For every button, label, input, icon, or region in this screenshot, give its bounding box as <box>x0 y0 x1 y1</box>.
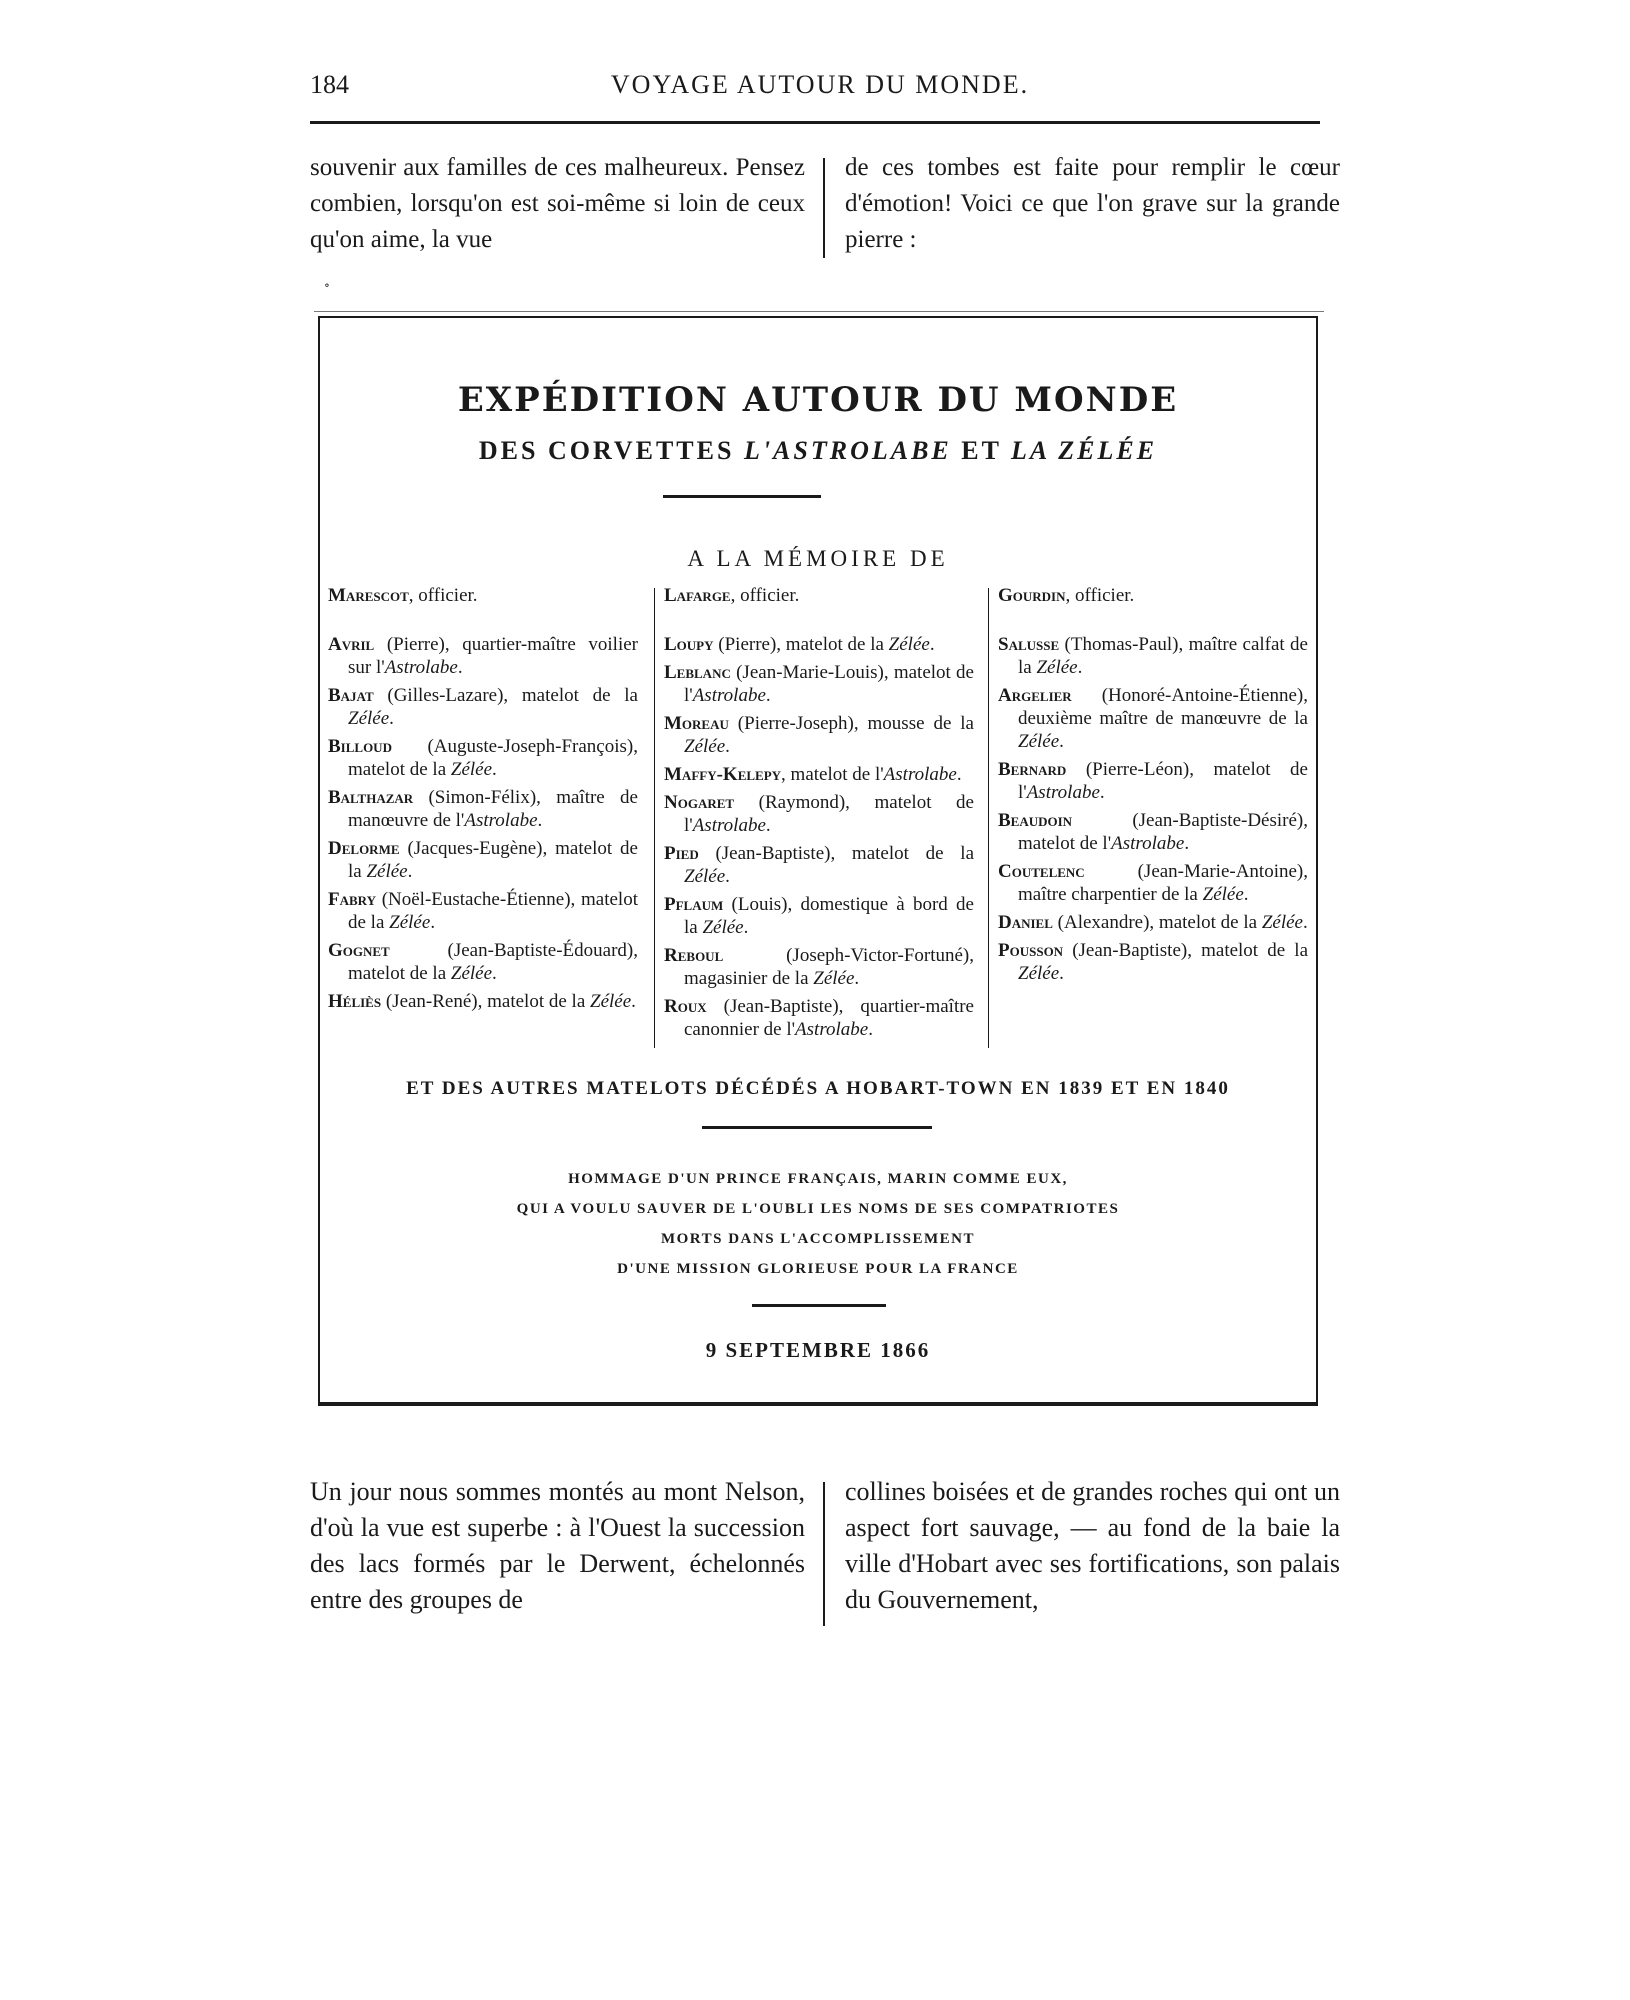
crew-surname: Argelier <box>998 685 1072 706</box>
plaque-rule-2 <box>702 1126 932 1129</box>
crew-details: (Jean-Marie-Antoine), maître charpentier de la <box>1018 861 1308 905</box>
subtitle-join: ET <box>961 436 1002 465</box>
plaque-rule-1 <box>663 495 821 498</box>
closing-left-column: Un jour nous sommes montés au mont Nelson, d'où la vue est superbe : à l'Ouest la succession des lacs formés par le Derwent, échelonnés entre des groupes de <box>310 1477 805 1614</box>
ship-name: Zélée <box>389 912 431 933</box>
crew-entry <box>664 995 974 1041</box>
crew-surname: Moreau <box>664 713 729 734</box>
crew-surname: Balthazar <box>328 787 414 808</box>
officer-entry <box>664 584 974 607</box>
crew-entry <box>328 990 638 1013</box>
crew-details: (Raymond), matelot de l' <box>684 792 974 836</box>
crew-entry <box>664 842 974 888</box>
ship-name: Zélée <box>450 963 493 984</box>
crew-entry <box>328 888 638 934</box>
entry-end: . <box>457 657 463 678</box>
officer-entry <box>328 584 638 607</box>
entry-end: . <box>868 1019 873 1040</box>
crew-surname: Nogaret <box>664 792 735 813</box>
entry-end: . <box>725 866 730 887</box>
ship-name: Astrolabe <box>795 1019 869 1040</box>
closing-right-column: collines boisées et de grandes roches qui ont un aspect fort sauvage, — au fond de la baie la ville d'Hobart avec ses fortifications, son palais du Gouvernement, <box>845 1477 1340 1614</box>
entry-end: . <box>929 634 935 655</box>
crew-details: (Jean-Baptiste-Désiré), matelot de l' <box>1018 810 1308 854</box>
ship-name: Zélée <box>702 917 744 938</box>
subtitle-prefix: DES CORVETTES <box>478 436 735 465</box>
crew-details: (Pierre-Léon), matelot de l' <box>1018 759 1308 803</box>
intro-text <box>310 150 1340 260</box>
entry-end: . <box>1099 782 1105 803</box>
ship-name: Zélée <box>1036 657 1078 678</box>
entry-end: . <box>725 736 730 757</box>
names-divider <box>988 588 989 1048</box>
crew-entry <box>664 944 974 990</box>
entry-end: . <box>765 815 771 836</box>
entry-end: . <box>1059 731 1064 752</box>
entry-end: . <box>956 764 962 785</box>
ship-name: Astrolabe <box>1026 782 1100 803</box>
crew-surname: Delorme <box>328 838 400 859</box>
hommage-line: MORTS DANS L'ACCOMPLISSEMENT <box>660 1231 975 1247</box>
crew-entry <box>998 684 1308 753</box>
crew-details: (Honoré-Antoine-Étienne), deuxième maître de manœuvre de la <box>1018 685 1308 729</box>
entry-end: . <box>1184 833 1190 854</box>
plaque-autres: ET DES AUTRES MATELOTS DÉCÉDÉS A HOBART-TOWN EN 1839 ET EN 1840 <box>406 1078 1230 1099</box>
ship-name: Zélée <box>888 634 930 655</box>
crew-surname: Héliès <box>328 991 382 1012</box>
entry-end: . <box>407 861 413 882</box>
plaque-hommage <box>320 1164 1316 1284</box>
hommage-line: HOMMAGE D'UN PRINCE FRANÇAIS, MARIN COMME EUX, <box>568 1171 1068 1187</box>
plaque-title: EXPÉDITION AUTOUR DU MONDE <box>457 380 1179 420</box>
ship-name: Astrolabe <box>692 815 766 836</box>
officer-role: , officier. <box>730 585 800 606</box>
crew-details: (Pierre-Joseph), mousse de la <box>728 713 974 734</box>
ship-name: Zélée <box>1018 963 1060 984</box>
crew-surname: Bernard <box>998 759 1067 780</box>
crew-entry <box>664 763 974 786</box>
entry-end: . <box>1059 963 1064 984</box>
names-column-1 <box>328 584 638 1018</box>
entry-end: . <box>1077 657 1083 678</box>
crew-details: (Simon-Félix), maître de manœuvre de l' <box>348 787 638 831</box>
stray-mark: ∘ <box>324 278 330 292</box>
intro-right-column: de ces tombes est faite pour remplir le cœur d'émotion! Voici ce que l'on grave sur la grande pierre : <box>845 154 1340 253</box>
crew-details: (Jean-René), matelot de la <box>381 991 591 1012</box>
crew-details: (Jean-Marie-Louis), matelot de l' <box>684 662 974 706</box>
ship-name: Zélée <box>1202 884 1244 905</box>
officer-surname: Marescot <box>328 585 409 606</box>
names-column-3 <box>998 584 1308 990</box>
ship-name: Zélée <box>684 866 726 887</box>
officer-role: , officier. <box>1065 585 1135 606</box>
plaque-outer-rule <box>314 311 1324 312</box>
crew-surname: Maffy-Kelepy <box>664 764 782 785</box>
running-title: VOYAGE AUTOUR DU MONDE. <box>610 70 1030 99</box>
ship-name: Zélée <box>1261 912 1303 933</box>
crew-entry <box>328 837 638 883</box>
crew-surname: Leblanc <box>664 662 731 683</box>
memorial-plaque <box>318 316 1318 1406</box>
officer-role: , officier. <box>408 585 478 606</box>
names-column-2 <box>664 584 974 1046</box>
ship-name: Astrolabe <box>384 657 458 678</box>
running-head <box>310 70 1330 110</box>
page-number: 184 <box>310 70 349 99</box>
crew-surname: Avril <box>328 634 375 655</box>
crew-details: (Jean-Baptiste), quartier-maître canonnier de l' <box>684 996 974 1040</box>
officer-entry <box>998 584 1308 607</box>
ship-name: Zélée <box>813 968 855 989</box>
hommage-line: QUI A VOULU SAUVER DE L'OUBLI LES NOMS DE SES COMPATRIOTES <box>516 1201 1120 1217</box>
crew-surname: Roux <box>664 996 707 1017</box>
crew-entry <box>664 712 974 758</box>
crew-surname: Reboul <box>664 945 724 966</box>
entry-end: . <box>854 968 860 989</box>
officer-surname: Lafarge <box>664 585 731 606</box>
ship-name: Zélée <box>1018 731 1060 752</box>
ship-astrolabe: L'ASTROLABE <box>743 436 952 465</box>
crew-details: (Pierre), matelot de la <box>713 634 889 655</box>
plaque-subtitle <box>320 436 1316 466</box>
crew-details: , matelot de l' <box>781 764 884 785</box>
crew-entry <box>998 911 1308 934</box>
entry-end: . <box>1302 912 1308 933</box>
crew-details: (Thomas-Paul), maître calfat de la <box>1018 634 1308 678</box>
entry-end: . <box>492 759 497 780</box>
ship-name: Zélée <box>450 759 493 780</box>
crew-surname: Pousson <box>998 940 1064 961</box>
crew-surname: Gognet <box>328 940 390 961</box>
entry-end: . <box>492 963 497 984</box>
header-rule <box>310 121 1320 124</box>
crew-entry <box>998 860 1308 906</box>
crew-details: (Auguste-Joseph-François), matelot de la <box>348 736 638 780</box>
crew-entry <box>664 893 974 939</box>
names-divider <box>654 588 655 1048</box>
intro-left-column: souvenir aux familles de ces malheureux. Pensez combien, lorsqu'on est soi-même si loin de ceux qu'on aime, la vue <box>310 154 805 253</box>
ship-name: Zélée <box>348 708 390 729</box>
ship-name: Zélée <box>366 861 408 882</box>
entry-end: . <box>765 685 771 706</box>
crew-surname: Bajat <box>328 685 374 706</box>
crew-details: (Alexandre), matelot de la <box>1052 912 1262 933</box>
crew-details: (Pierre), quartier-maître voilier sur l' <box>348 634 638 678</box>
crew-entry <box>328 786 638 832</box>
ship-name: Astrolabe <box>464 810 538 831</box>
crew-details: (Jean-Baptiste), matelot de la <box>698 843 974 864</box>
entry-end: . <box>430 912 436 933</box>
entry-end: . <box>537 810 543 831</box>
crew-details: (Joseph-Victor-Fortuné), magasinier de la <box>684 945 974 989</box>
crew-details: (Jean-Baptiste-Édouard), matelot de la <box>348 940 638 984</box>
crew-entry <box>664 661 974 707</box>
crew-details: (Noël-Eustache-Étienne), matelot de la <box>348 889 638 933</box>
crew-details: (Jacques-Eugène), matelot de la <box>348 838 638 882</box>
crew-surname: Pflaum <box>664 894 724 915</box>
ship-name: Zélée <box>684 736 726 757</box>
crew-entry <box>328 633 638 679</box>
crew-entry <box>664 791 974 837</box>
crew-entry <box>664 633 974 656</box>
crew-details: (Gilles-Lazare), matelot de la <box>373 685 638 706</box>
ship-name: Astrolabe <box>692 685 766 706</box>
entry-end: . <box>631 991 636 1012</box>
entry-end: . <box>743 917 749 938</box>
plaque-rule-3 <box>752 1304 886 1307</box>
officer-surname: Gourdin <box>998 585 1066 606</box>
crew-surname: Daniel <box>998 912 1053 933</box>
crew-surname: Billoud <box>328 736 392 757</box>
entry-end: . <box>1243 884 1249 905</box>
crew-surname: Pied <box>664 843 699 864</box>
hommage-line: D'UNE MISSION GLORIEUSE POUR LA FRANCE <box>617 1261 1019 1277</box>
plaque-date: 9 SEPTEMBRE 1866 <box>705 1338 931 1362</box>
plaque-memoire: A LA MÉMOIRE DE <box>687 546 949 571</box>
crew-surname: Coutelenc <box>998 861 1085 882</box>
names-list <box>328 584 1312 1054</box>
crew-entry <box>328 684 638 730</box>
crew-details: (Louis), domestique à bord de la <box>684 894 974 938</box>
ship-name: Astrolabe <box>883 764 957 785</box>
crew-entry <box>328 939 638 985</box>
crew-surname: Fabry <box>328 889 376 910</box>
crew-surname: Beaudoin <box>998 810 1073 831</box>
crew-entry <box>998 758 1308 804</box>
crew-entry <box>998 939 1308 985</box>
ship-zelee: LA ZÉLÉE <box>1011 436 1158 465</box>
crew-details: (Jean-Baptiste), matelot de la <box>1063 940 1308 961</box>
column-divider <box>823 158 825 258</box>
crew-entry <box>328 735 638 781</box>
crew-surname: Salusse <box>998 634 1060 655</box>
crew-surname: Loupy <box>664 634 714 655</box>
ship-name: Zélée <box>590 991 632 1012</box>
entry-end: . <box>389 708 394 729</box>
crew-entry <box>998 809 1308 855</box>
crew-entry <box>998 633 1308 679</box>
ship-name: Astrolabe <box>1111 833 1185 854</box>
column-divider <box>823 1482 825 1626</box>
